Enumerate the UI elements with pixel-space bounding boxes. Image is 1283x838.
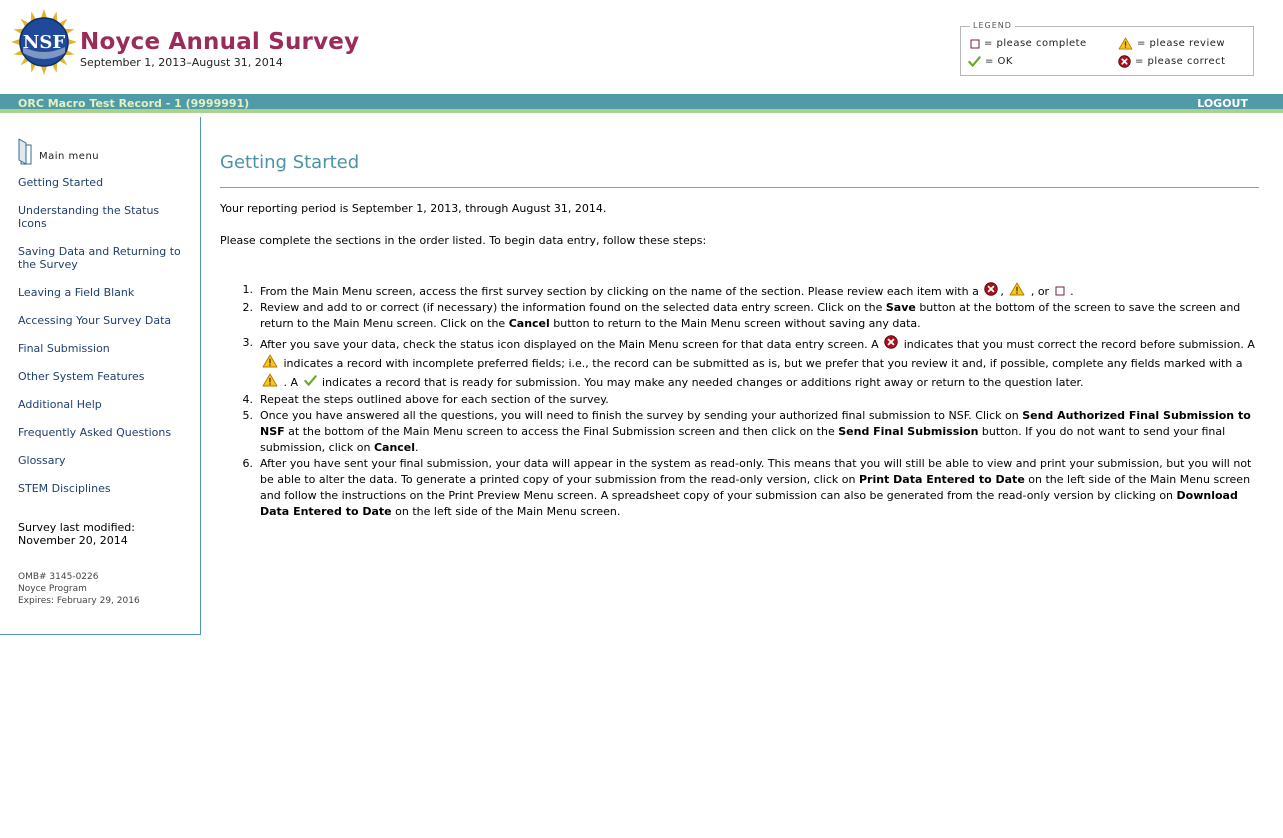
legend-label: = please review [1137,38,1226,49]
step-number: 1. [242,283,253,296]
sidebar-item-glossary[interactable]: Glossary [18,454,66,467]
nsf-logo [11,9,77,75]
main-menu-link[interactable] [18,137,99,165]
nsf-logo-text: NSF [22,32,66,53]
sidebar-item-getting-started[interactable]: Getting Started [18,176,104,189]
list-item [220,456,1260,520]
step-1-sep: , [1000,285,1004,298]
step-1-end: . [1070,285,1074,298]
main-menu-label: Main menu [39,151,100,162]
status-legend [960,21,1254,76]
sidebar-item-additional-help[interactable]: Additional Help [18,398,102,411]
step-1-or: , or [1030,285,1050,298]
step-number: 3. [242,336,253,349]
step-3-text: After you save your data, check the status icon displayed on the Main Menu screen for that data entry screen. A [260,338,879,351]
page-title: Getting Started [220,152,360,173]
warning-icon [1009,282,1025,296]
step-text [260,335,1260,392]
program-name: Noyce Program [18,584,87,594]
step-number: 2. [242,301,253,314]
legend-item-complete [970,38,1087,49]
sidebar-item-understanding-status-icons[interactable]: Understanding the Status Icons [18,204,160,230]
sidebar-item-other-features[interactable]: Other System Features [18,370,145,383]
record-name: ORC Macro Test Record - 1 (9999991) [18,97,250,110]
sidebar-item-faq[interactable]: Frequently Asked Questions [18,426,172,439]
step-5-text-c: button. If you do not want to send your final submission, click on [260,425,1226,454]
legend-item-review [1118,37,1225,50]
step-text [260,300,1260,332]
step-3-text-e: indicates a record that is ready for submission. You may make any needed changes or additions right away or return to the question later. [322,376,1084,389]
list-item [220,408,1260,456]
download-data-term: Download Data Entered to Date [260,489,1238,518]
step-6-text-b: on the left side of the Main Menu screen and follow the instructions on the Print Preview Menu screen. A spreadsheet copy of your submission can also be generated from the read-only version by clicking on [260,473,1251,502]
title-divider [220,187,1259,188]
step-1-text: From the Main Menu screen, access the first survey section by clicking on the name of the section. Please review each item with a [260,285,979,298]
list-item [220,392,1260,408]
empty-box-icon [1055,286,1065,296]
step-6-text-c: on the left side of the Main Menu screen. [395,505,621,518]
step-text [260,456,1260,520]
site-title: Noyce Annual Survey [80,29,360,55]
modified-label: Survey last modified: [18,521,135,534]
site-subtitle: September 1, 2013–August 31, 2014 [80,56,283,69]
step-text [260,282,1260,300]
print-data-term: Print Data Entered to Date [858,473,1025,486]
instructions-text: Please complete the sections in the order listed. To begin data entry, follow these steps: [220,234,707,247]
legend-title: LEGEND [970,21,1015,30]
empty-box-icon [970,39,980,49]
legend-label: = please complete [984,38,1087,49]
sidebar-item-leaving-field-blank[interactable]: Leaving a Field Blank [18,286,135,299]
sidebar [0,117,201,635]
save-term: Save [885,301,916,314]
modified-date: November 20, 2014 [18,534,128,547]
step-text [260,408,1260,456]
step-number: 5. [242,409,253,422]
step-3-text-b: indicates that you must correct the record before submission. A [903,338,1255,351]
cancel-term: Cancel [508,317,550,330]
step-2-text-c: button to return to the Main Menu screen without saving any data. [553,317,921,330]
list-item [220,282,1260,300]
sidebar-item-final-submission[interactable]: Final Submission [18,342,110,355]
step-number: 6. [242,457,253,470]
sidebar-item-saving-data[interactable]: Saving Data and Returning to the Survey [18,245,181,271]
legend-item-correct [1118,55,1226,68]
step-text: Repeat the steps outlined above for each section of the survey. [260,393,609,406]
main-menu-icon [18,137,33,165]
list-item [220,300,1260,332]
survey-last-modified [18,521,188,547]
error-icon [884,335,898,349]
reporting-period-text: Your reporting period is September 1, 2013, through August 31, 2014. [220,202,607,215]
step-number: 4. [242,393,253,406]
warning-icon [1118,37,1133,50]
logout-link[interactable]: LOGOUT [1197,97,1248,110]
header [0,0,1283,94]
legend-label: = please correct [1135,56,1226,67]
step-5-end: . [415,441,419,454]
send-final-term: Send Final Submission [838,425,979,438]
cancel-term: Cancel [373,441,416,454]
legend-label: = OK [985,56,1013,67]
omb-info [18,571,188,607]
step-3-text-c: indicates a record with incomplete preferred fields; i.e., the record can be submitted as is, but we prefer that you review it and, if possible, complete any fields marked with a [283,357,1243,370]
error-icon [984,282,998,296]
step-3-text-d: . A [283,376,299,389]
sidebar-item-stem-disciplines[interactable]: STEM Disciplines [18,482,111,495]
steps-list [220,282,1260,520]
error-icon [1118,55,1131,68]
expiration-date: Expires: February 29, 2016 [18,596,140,606]
step-5-text: Once you have answered all the questions, you will need to finish the survey by sending your authorized final submission to NSF. Click on [260,409,1019,422]
check-icon [304,374,317,387]
step-2-text: Review and add to or correct (if necessary) the information found on the selected data entry screen. Click on the [260,301,883,314]
send-authorized-term: Send Authorized Final Submission to NSF [260,409,1251,438]
omb-number: OMB# 3145-0226 [18,572,99,582]
warning-icon [262,354,278,368]
step-5-text-b: at the bottom of the Main Menu screen to access the Final Submission screen and then click on the [288,425,835,438]
step-6-text: After you have sent your final submission, your data will appear in the system as read-only. This means that you will still be able to view and print your submission, but you will not be able to alter the data. To generate a printed copy of your submission from the read-only version, click on [260,457,1252,486]
record-bar [0,94,1283,113]
legend-item-ok [968,55,1013,68]
warning-icon [262,373,278,387]
sidebar-item-accessing-survey-data[interactable]: Accessing Your Survey Data [18,314,172,327]
list-item [220,335,1260,392]
check-icon [968,55,981,68]
step-2-text-b: button at the bottom of the screen to save the screen and return to the Main Menu screen. Click on the [260,301,1241,330]
